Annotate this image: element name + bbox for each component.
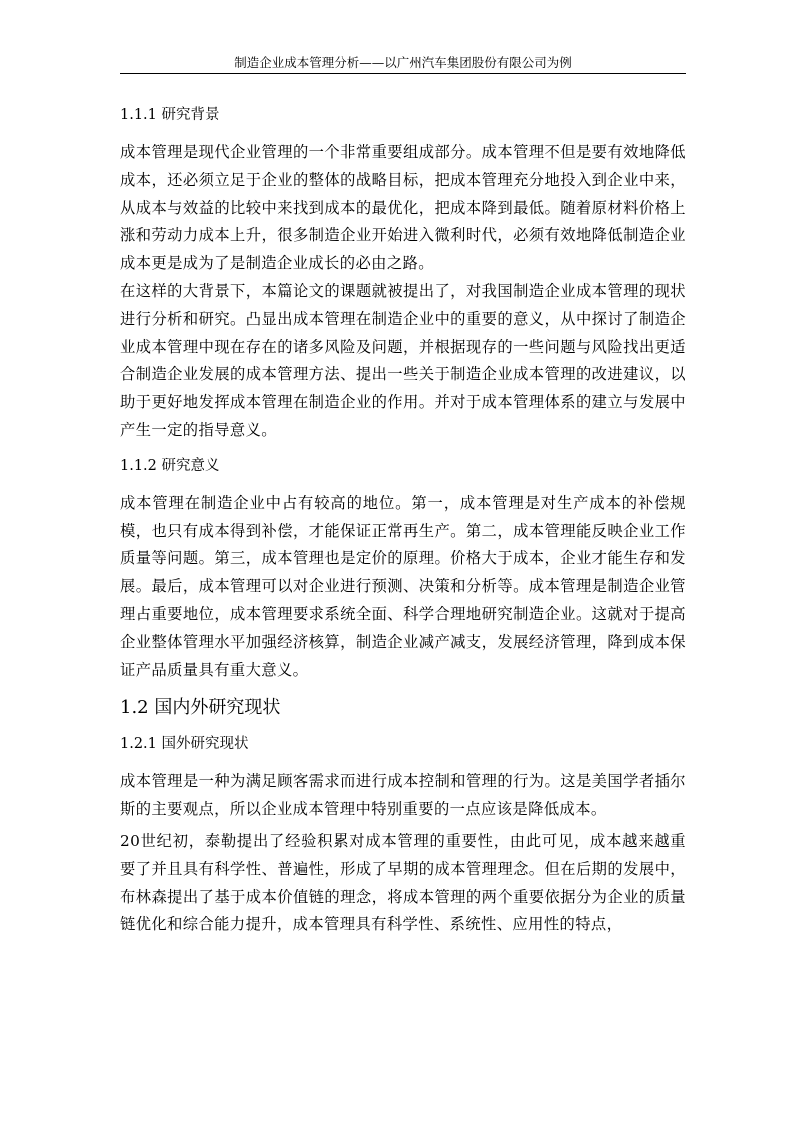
paragraph: 成本管理是一种为满足顾客需求而进行成本控制和管理的行为。这是美国学者插尔斯的主要观点，所以企业成本管理中特别重要的一点应该是降低成本。 <box>120 772 686 819</box>
running-header: 制造企业成本管理分析——以广州汽车集团股份有限公司为例 <box>234 55 572 70</box>
page-content <box>120 104 686 939</box>
paragraph: 20世纪初，泰勒提出了经验积累对成本管理的重要性，由此可见，成本越来越重要了并且具有科学性、普遍性，形成了早期的成本管理理念。但在后期的发展中，布林森提出了基于成本价值链的理念，将成本管理的两个重要依据分为企业的质量链优化和综合能力提升，成本管理具有科学性、系统性、应用性的特点， <box>120 831 686 934</box>
section-heading-1-2: 1.2 国内外研究现状 <box>120 697 281 719</box>
paragraph: 在这样的大背景下，本篇论文的课题就被提出了，对我国制造企业成本管理的现状进行分析和研究。凸显出成本管理在制造企业中的重要的意义，从中探讨了制造企业成本管理中现在存在的诸多风险及问题，并根据现存的一些问题与风险找出更适合制造企业发展的成本管理方法、提出一些关于制造企业成本管理的改进建议，以助于更好地发挥成本管理在制造企业的作用。并对于成本管理体系的建立与发展中产生一定的指导意义。 <box>120 281 686 439</box>
section-heading-1-1-1: 1.1.1 研究背景 <box>120 107 220 123</box>
section-heading-1-2-1: 1.2.1 国外研究现状 <box>120 736 249 753</box>
section-heading-1-1-2: 1.1.2 研究意义 <box>120 457 220 474</box>
paragraph: 成本管理是现代企业管理的一个非常重要组成部分。成本管理不但是要有效地降低成本，还必须立足于企业的整体的战略目标，把成本管理充分地投入到企业中来，从成本与效益的比较中来找到成本的最优化，把成本降到最低。随着原材料价格上涨和劳动力成本上升，很多制造企业开始进入微利时代，必须有效地降低制造企业成本更是成为了是制造企业成长的必由之路。 <box>120 143 686 273</box>
header-rule <box>120 73 686 74</box>
paragraph: 成本管理在制造企业中占有较高的地位。第一，成本管理是对生产成本的补偿规模，也只有成本得到补偿，才能保证正常再生产。第二，成本管理能反映企业工作质量等问题。第三，成本管理也是定价的原理。价格大于成本，企业才能生存和发展。最后，成本管理可以对企业进行预测、决策和分析等。成本管理是制造企业管理占重要地位，成本管理要求系统全面、科学合理地研究制造企业。这就对于提高企业整体管理水平加强经济核算，制造企业减产减支，发展经济管理，降到成本保证产品质量具有重大意义。 <box>120 493 686 679</box>
